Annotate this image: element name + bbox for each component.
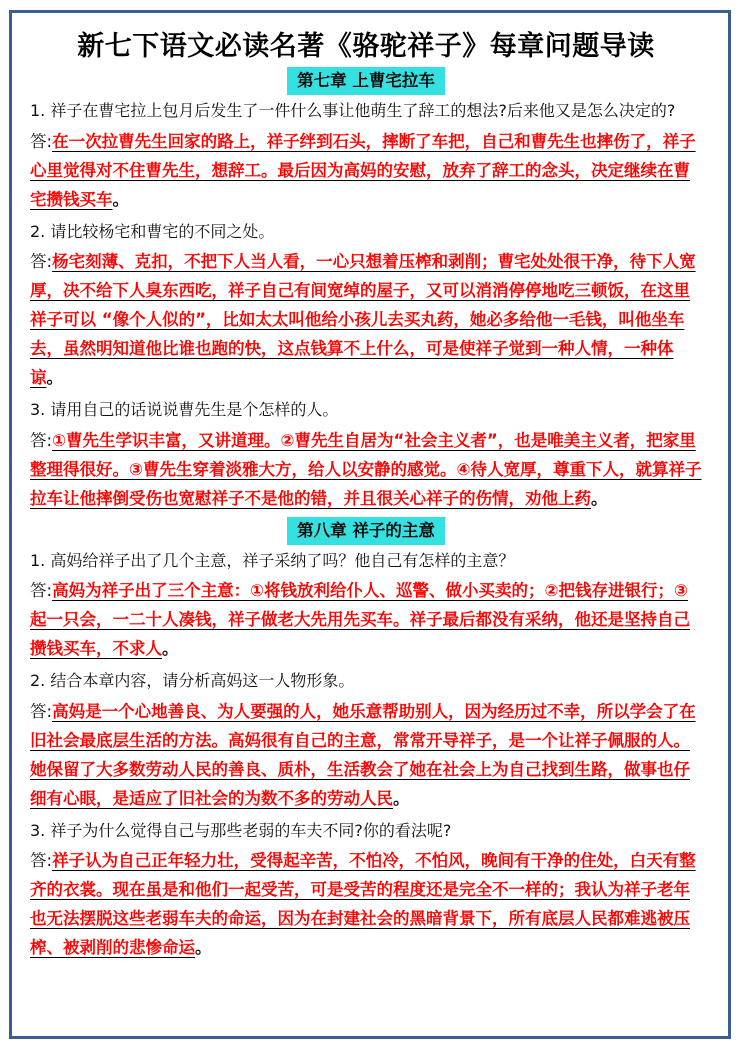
answer-prefix: 答: (30, 131, 53, 151)
answer-end-mark: 。 (112, 189, 129, 209)
answer-prefix: 答: (30, 701, 53, 721)
answer-text: 高妈是一个心地善良、为人要强的人，她乐意帮助别人，因为经历过不幸，所以学会了在旧社会最底层生活的方法。高妈很有自己的主意，常常开导祥子，是一个让祥子佩服的人。她保留了大多数劳动人民的善良、质朴，生活教会了她在社会上为自己找到生路，做事也仔细有心眼，是适应了旧社会的为数不多的劳动人民 (30, 701, 696, 808)
answer-end-mark: 。 (195, 938, 212, 957)
chapter-section (30, 67, 702, 513)
answer-prefix: 答: (30, 851, 53, 870)
answer-block (30, 127, 702, 214)
answer-block (30, 426, 702, 513)
page-title: 新七下语文必读名著《骆驼祥子》每章问题导读 (77, 31, 655, 62)
answer-end-mark: 。 (591, 488, 608, 508)
answer-end-mark: 。 (46, 368, 63, 387)
document-body (30, 30, 702, 966)
answer-block (30, 697, 702, 813)
answer-prefix: 答: (30, 430, 53, 450)
question-text: 1. 祥子在曹宅拉上包月后发生了一件什么事让他萌生了辞工的想法?后来他又是怎么决定的? (30, 101, 676, 120)
question-text: 3. 祥子为什么觉得自己与那些老弱的车夫不同?你的看法呢? (30, 820, 452, 840)
answer-end-mark: 。 (162, 639, 179, 658)
answer-block (30, 846, 702, 962)
chapter-heading: 第七章 上曹宅拉车 (287, 67, 445, 95)
question-text: 1. 高妈给祥子出了几个主意，祥子采纳了吗？他自己有怎样的主意？ (30, 550, 515, 570)
answer-prefix: 答: (30, 581, 53, 600)
answer-text: 高妈为祥子出了三个主意：①将钱放利给仆人、巡警、做小买卖的；②把钱存进银行；③起一只会，一二十人凑钱，祥子做老大先用先买车。祥子最后都没有采纳，他还是坚持自己攒钱买车，不求人 (30, 581, 690, 658)
answer-prefix: 答: (30, 252, 53, 271)
answer-block (30, 247, 702, 392)
answer-text: 在一次拉曹先生回家的路上，祥子绊到石头，摔断了车把，自己和曹先生也摔伤了，祥子心里觉得对不住曹先生，想辞工。最后因为高妈的安慰，放弃了辞工的念头，决定继续在曹宅攒钱买车 (30, 131, 696, 209)
answer-text: 杨宅刻薄、克扣，不把下人当人看，一心只想着压榨和剥削；曹宅处处很干净，待下人宽厚，决不给下人臭东西吃，祥子自己有间宽绰的屋子，又可以消消停停地吃三顿饭，在这里祥子可以 “像个人似的”，比如太太叫他给小孩儿去买丸药，她必多给他一毛钱，叫他坐车去，虽然明知道他比谁也跑的快，这点钱算不上什么，可是使祥子觉到一种人情，一种体谅 (30, 252, 696, 387)
question-text: 2. 结合本章内容，请分析高妈这一人物形象。 (30, 671, 355, 690)
answer-text: 祥子认为自己正年轻力壮，受得起辛苦，不怕冷，不怕风，晚间有干净的住处，白天有整齐的衣裳。现在虽是和他们一起受苦，可是受苦的程度还是完全不一样的；我认为祥子老年也无法摆脱这些老弱车夫的命运，因为在封建社会的黑暗背景下，所有底层人民都难逃被压榨、被剥削的悲惨命运 (30, 851, 696, 957)
answer-block (30, 576, 702, 663)
answer-end-mark: 。 (393, 788, 410, 808)
question-text: 3. 请用自己的话说说曹先生是个怎样的人。 (30, 400, 339, 419)
chapter-section (30, 517, 702, 963)
chapter-heading: 第八章 祥子的主意 (287, 517, 445, 545)
question-text: 2. 请比较杨宅和曹宅的不同之处。 (30, 221, 275, 241)
answer-text: ①曹先生学识丰富，又讲道理。②曹先生自居为“社会主义者”，也是唯美主义者，把家里整理得很好。③曹先生穿着淡雅大方，给人以安静的感觉。④待人宽厚，尊重下人，就算祥子拉车让他摔倒受伤也宽慰祥子不是他的错，并且很关心祥子的伤情，劝他上药 (30, 430, 702, 508)
